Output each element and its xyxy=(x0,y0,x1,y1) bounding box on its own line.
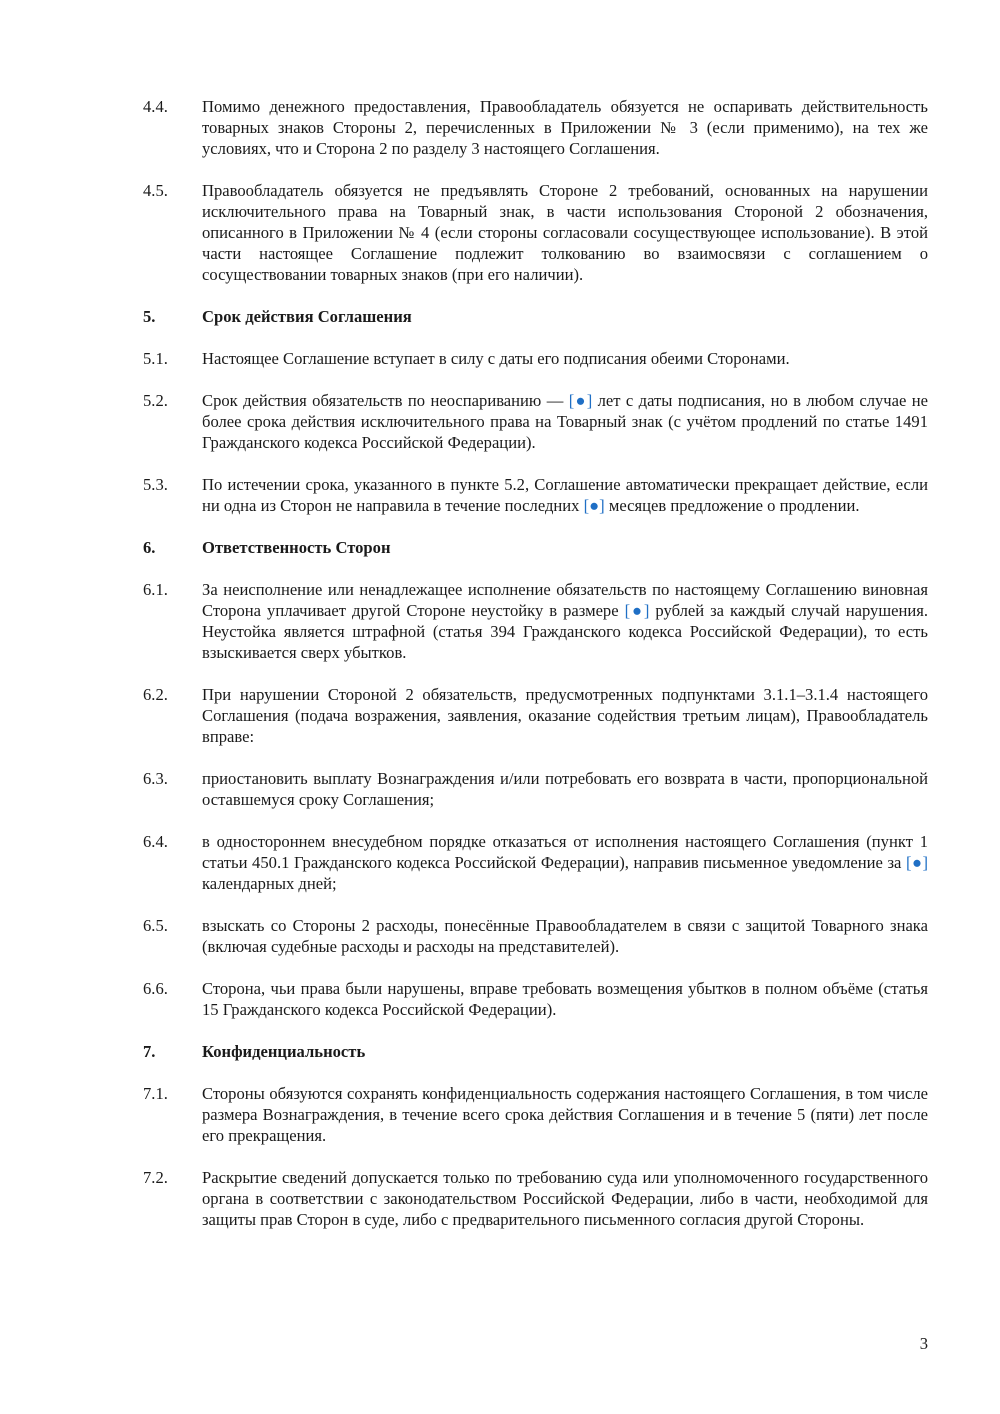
document-body xyxy=(143,96,928,1251)
clause-number: 5. xyxy=(143,307,156,326)
clause-text xyxy=(202,1167,928,1230)
text-segment: Срок действия Соглашения xyxy=(202,307,412,326)
text-segment: Настоящее Соглашение вступает в силу с даты его подписания обеими Сторонами. xyxy=(202,349,790,368)
clause-number: 7.2. xyxy=(143,1168,168,1187)
clause-text xyxy=(202,579,928,663)
section-title xyxy=(202,306,928,327)
clause-number: 4.5. xyxy=(143,181,168,200)
clause-item xyxy=(143,96,928,159)
clause-number: 4.4. xyxy=(143,97,168,116)
clause-text xyxy=(202,978,928,1020)
placeholder-marker: [●] xyxy=(583,496,605,515)
section-heading xyxy=(143,1041,928,1062)
clause-number: 6.3. xyxy=(143,769,168,788)
clause-text xyxy=(202,1083,928,1146)
text-segment: календарных дней; xyxy=(202,874,337,893)
placeholder-marker: [●] xyxy=(906,853,928,872)
page-number: 3 xyxy=(919,1334,928,1353)
text-segment: лет с даты подписания, но в любом случае не более срока действия исключительного права на Товарный знак (с учётом продлений по статье 1491 Гражданского кодекса Российской Федерации). xyxy=(202,391,928,452)
clause-text xyxy=(202,348,928,369)
clause-number: 7.1. xyxy=(143,1084,168,1103)
clause-number: 5.3. xyxy=(143,475,168,494)
clause-number: 6.5. xyxy=(143,916,168,935)
clause-number: 6.2. xyxy=(143,685,168,704)
clause-text xyxy=(202,96,928,159)
clause-item xyxy=(143,390,928,453)
text-segment: При нарушении Стороной 2 обязательств, предусмотренных подпунктами 3.1.1–3.1.4 настоящего Соглашения (подача возражения, заявления, оказание содействия третьим лицам), Правообладатель вправе: xyxy=(202,685,928,746)
text-segment: приостановить выплату Вознаграждения и/или потребовать его возврата в части, пропорциональной оставшемуся сроку Соглашения; xyxy=(202,769,928,809)
text-segment: Помимо денежного предоставления, Правообладатель обязуется не оспаривать действительность товарных знаков Стороны 2, перечисленных в Приложении № 3 (если применимо), на тех же условиях, что и Сторона 2 по разделу 3 настоящего Соглашения. xyxy=(202,97,928,158)
clause-item xyxy=(143,579,928,663)
clause-text xyxy=(202,831,928,894)
clause-number: 5.2. xyxy=(143,391,168,410)
placeholder-marker: [●] xyxy=(568,391,593,410)
text-segment: Стороны обязуются сохранять конфиденциальность содержания настоящего Соглашения, в том числе размера Вознаграждения, в течение всего срока действия Соглашения и в течение 5 (пяти) лет после его прекращения. xyxy=(202,1084,928,1145)
clause-text xyxy=(202,684,928,747)
clause-number: 6.6. xyxy=(143,979,168,998)
clause-item xyxy=(143,474,928,516)
text-segment: Раскрытие сведений допускается только по требованию суда или уполномоченного государственного органа в соответствии с законодательством Российской Федерации, либо в части, необходимой для защиты прав Сторон в суде, либо с предварительного письменного согласия другой Стороны. xyxy=(202,1168,928,1229)
clause-item xyxy=(143,180,928,285)
text-segment: Правообладатель обязуется не предъявлять Стороне 2 требований, основанных на нарушении исключительного права на Товарный знак, в части использования Стороной 2 обозначения, описанного в Приложении № 4 (если стороны согласовали сосуществующее использование). В этой части настоящее Соглашение подлежит толкованию во взаимосвязи с соглашением о сосуществовании товарных знаков (при его наличии). xyxy=(202,181,928,284)
clause-item xyxy=(143,768,928,810)
clause-text xyxy=(202,390,928,453)
section-title xyxy=(202,1041,928,1062)
placeholder-marker: [●] xyxy=(624,601,650,620)
clause-item xyxy=(143,1083,928,1146)
section-heading xyxy=(143,306,928,327)
text-segment: Ответственность Сторон xyxy=(202,538,391,557)
clause-number: 6. xyxy=(143,538,156,557)
clause-item xyxy=(143,978,928,1020)
clause-number: 7. xyxy=(143,1042,156,1061)
clause-number: 6.4. xyxy=(143,832,168,851)
text-segment: Срок действия обязательств по неоспариванию — xyxy=(202,391,569,410)
clause-item xyxy=(143,831,928,894)
clause-text xyxy=(202,474,928,516)
text-segment: За неисполнение или ненадлежащее исполнение обязательств по настоящему Соглашению виновная Сторона уплачивает другой Стороне неустойку в размере xyxy=(202,580,928,620)
text-segment: месяцев предложение о продлении. xyxy=(604,496,860,515)
clause-text xyxy=(202,768,928,810)
text-segment: рублей за каждый случай нарушения. Неустойка является штрафной (статья 394 Гражданского кодекса Российской Федерации), то есть взыскивается сверх убытков. xyxy=(202,601,929,662)
clause-item xyxy=(143,915,928,957)
text-segment: Сторона, чьи права были нарушены, вправе требовать возмещения убытков в полном объёме (статья 15 Гражданского кодекса Российской Федерации). xyxy=(202,979,928,1019)
section-title xyxy=(202,537,928,558)
section-heading xyxy=(143,537,928,558)
clause-text xyxy=(202,915,928,957)
clause-text xyxy=(202,180,928,285)
text-segment: По истечении срока, указанного в пункте 5.2, Соглашение автоматически прекращает действие, если ни одна из Сторон не направила в течение последних xyxy=(202,475,928,515)
clause-number: 5.1. xyxy=(143,349,168,368)
clause-item xyxy=(143,348,928,369)
text-segment: в одностороннем внесудебном порядке отказаться от исполнения настоящего Соглашения (пункт 1 статьи 450.1 Гражданского кодекса Российской Федерации), направив письменное уведомление за xyxy=(202,832,928,872)
text-segment: взыскать со Стороны 2 расходы, понесённые Правообладателем в связи с защитой Товарного знака (включая судебные расходы и расходы на представителей). xyxy=(202,916,928,956)
clause-number: 6.1. xyxy=(143,580,168,599)
clause-item xyxy=(143,1167,928,1230)
clause-item xyxy=(143,684,928,747)
text-segment: Конфиденциальность xyxy=(202,1042,366,1061)
